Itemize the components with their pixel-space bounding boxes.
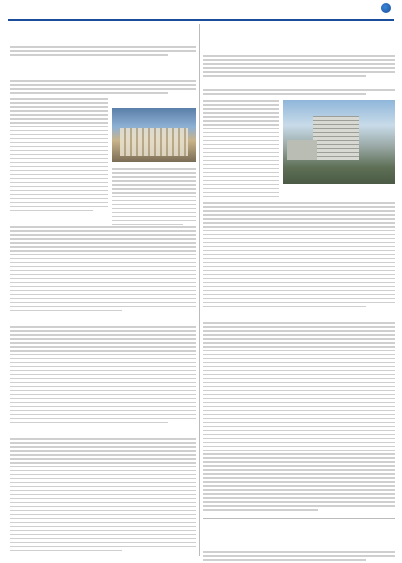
column-divider xyxy=(199,24,200,556)
right-intro-paragraph xyxy=(203,55,395,79)
right-paragraph-1 xyxy=(203,89,395,97)
left-intro-paragraph xyxy=(10,46,196,58)
left-paragraph-3 xyxy=(112,168,196,228)
right-article-divider xyxy=(203,518,395,519)
left-paragraph-4 xyxy=(10,226,196,314)
header-rule xyxy=(8,19,394,21)
publication-logo xyxy=(381,3,394,13)
right-paragraph-3 xyxy=(203,202,395,310)
right-bottom-paragraph xyxy=(203,551,395,563)
left-paragraph-1 xyxy=(10,80,196,96)
right-article-photo xyxy=(283,100,395,184)
left-paragraph-2 xyxy=(10,98,108,214)
left-paragraph-5 xyxy=(10,326,196,426)
logo-icon xyxy=(381,3,391,13)
left-article-photo xyxy=(112,108,196,162)
left-paragraph-6 xyxy=(10,438,196,554)
right-paragraph-4 xyxy=(203,322,395,513)
right-paragraph-2 xyxy=(203,100,279,200)
